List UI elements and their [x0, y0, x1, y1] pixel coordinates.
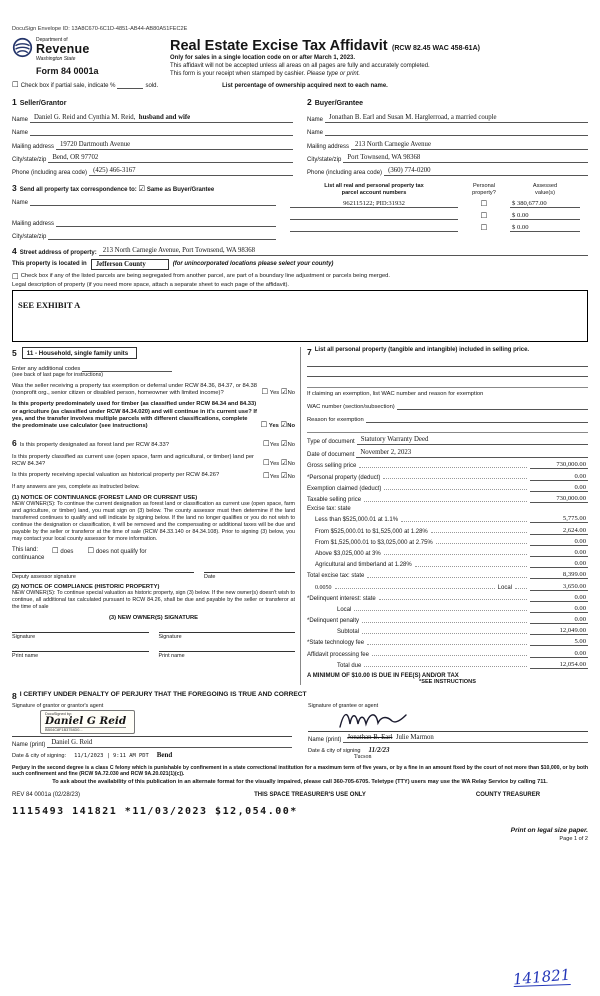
- personal-property-checkbox[interactable]: ☐: [480, 198, 488, 208]
- partial-sold-label: sold.: [145, 82, 159, 89]
- does-checkbox[interactable]: ☐: [52, 546, 59, 556]
- notice-continuance-title: (1) NOTICE OF CONTINUANCE (FOREST LAND OR CURRENT USE): [12, 494, 198, 501]
- notice-continuance-body: NEW OWNER(S): To continue the current designation as forest land or classification as current use (open space, farm and agriculture, or timber) land, you must sign on (3) below. The county assessor must then determine if the land transferred continues to qualify and will indicate by signing below. If the land no longer qualifies or you do not wish to continue the designation or classification, it will be removed and the compensating or additional taxes will be due and payable by the seller or transferor at the time of sale (RCW 84.33.140 or 84.34.108). Prior to signing (3) below, you may contact your local county assessor for more information.: [12, 500, 295, 543]
- reason-exemption-field[interactable]: [366, 415, 588, 424]
- seller-phone-label: Phone (including area code): [12, 170, 88, 177]
- page-number: Page 1 of 2: [559, 836, 588, 843]
- notice-compliance-title: (2) NOTICE OF COMPLIANCE (HISTORIC PROPERTY): [12, 584, 160, 591]
- tax-value-field[interactable]: 0.00: [530, 605, 588, 613]
- q6c-no-checkbox[interactable]: ☑: [280, 471, 288, 480]
- tax-value-field[interactable]: 0.00: [530, 594, 588, 602]
- section-7-number: 7: [307, 347, 312, 358]
- parcel-row: [290, 224, 588, 232]
- parcel-col-header: List all real and personal property tax parcel account numbers: [324, 183, 424, 196]
- docusign-envelope-id: DocuSign Envelope ID: 13A8C670-6C1D-4851-AB44-AB80A51FEC2E: [12, 26, 188, 32]
- q2-yes-checkbox[interactable]: ☐: [260, 420, 268, 430]
- tax-value-field[interactable]: 0.00: [530, 650, 588, 658]
- q6b-yes-checkbox[interactable]: ☐: [263, 457, 270, 467]
- buyer-city-field[interactable]: Port Townsend, WA 98368: [343, 154, 588, 163]
- buyer-mailing-label: Mailing address: [307, 143, 350, 150]
- q1-yes-checkbox[interactable]: ☐: [261, 387, 269, 397]
- q1-no-checkbox[interactable]: ☑: [280, 387, 288, 397]
- title-block: [170, 37, 588, 78]
- grantor-print-label: Name (print): [12, 741, 46, 748]
- street-address-field[interactable]: 213 North Carnegie Avenue, Port Townsend, WA 98368: [99, 247, 588, 256]
- tax-value-field[interactable]: 0.00: [530, 560, 588, 568]
- type-of-document-label: Type of document: [307, 438, 355, 445]
- predominate-use-question: Is this property predominately used for timber (as classified under RCW 84.34 and 84.33) or agriculture (as classified under RCW 84.34.020) and will continue in it's current use? If yes, and the transfer involves multiple parcels with different classifications, complete the predominate use calculator (see instructions) ☐ Yes ☑No: [12, 401, 295, 430]
- type-of-document-field[interactable]: Statutory Warranty Deed: [357, 436, 588, 445]
- tax-value-field[interactable]: 730,000.00: [530, 461, 588, 469]
- seller-phone-field[interactable]: (425) 466-3167: [89, 167, 293, 176]
- parcel-row: [290, 200, 588, 208]
- buyer-name-label: Name: [307, 117, 324, 124]
- parcel-number-field[interactable]: 962115122; PID:31932: [290, 200, 458, 208]
- ownership-percent-note: List percentage of ownership acquired next to each name.: [222, 82, 388, 89]
- new-owner-signature-line-1[interactable]: Signature: [12, 632, 149, 640]
- section-2-number: 2: [307, 96, 312, 107]
- header-note-2: This affidavit will not be accepted unless all areas on all pages are fully and accurately completed.: [170, 62, 430, 69]
- corr-mailing-field[interactable]: [56, 218, 276, 227]
- personal-property-checkbox[interactable]: ☐: [480, 210, 488, 220]
- personal-property-checkbox[interactable]: ☐: [480, 222, 488, 232]
- date-of-document-label: Date of document: [307, 452, 355, 459]
- corr-name-label: Name: [12, 200, 29, 207]
- tax-value-field[interactable]: 2,624.00: [530, 527, 588, 535]
- grantee-name-struck: Jonathan B. Earl: [347, 733, 393, 741]
- tax-value-field[interactable]: 3,650.00: [530, 583, 588, 591]
- seller-grantor-block: [12, 92, 293, 176]
- rev-form-code: REV 84 0001a (02/28/23): [12, 792, 81, 799]
- new-owner-print-row: [12, 651, 295, 659]
- form-title-rcw: (RCW 82.45 WAC 458-61A): [392, 45, 480, 52]
- land-qualify-row: This land: ☐ does ☐ does not qualify for: [12, 546, 147, 556]
- additional-codes-field[interactable]: [82, 364, 172, 373]
- new-owners-signature-title: (3) NEW OWNER(S) SIGNATURE: [108, 615, 199, 622]
- tax-row: From $1,525,000.01 to $3,025,000 at 2.75% 0.00: [315, 537, 586, 546]
- grantee-signature-block: [308, 703, 588, 760]
- grantor-docusign-signature[interactable]: DocuSigned by: Daniel G Reid BB04C8F1B3754D0...: [40, 710, 135, 734]
- deputy-date-line[interactable]: Date: [204, 572, 295, 580]
- tax-row: Above $3,025,000 at 3% 0.00: [315, 548, 586, 557]
- alternate-format-note: To ask about the availability of this publication in an alternate format for the visually impaired, please call 360-705-6705. Teletype (TTY) users may use the WA Relay Service by calling 711.: [52, 779, 548, 786]
- right-column: [300, 347, 588, 685]
- located-in-label: This property is located in: [12, 261, 87, 268]
- tax-row-local: 0.0050 Local 3,650.00: [315, 582, 586, 591]
- county-treasurer-label: COUNTY TREASURER: [475, 792, 541, 799]
- section-6-number: 6: [12, 438, 17, 449]
- tax-value-field[interactable]: 0.00: [530, 616, 588, 624]
- perjury-statement: Perjury in the second degree is a class C felony which is punishable by confinement in a state correctional institution for a maximum term of five years, or by a fine in an amount fixed by the court of not more than $10,000, or by both such confinement and fine (RCW 9A.72.030 and RCW 9A.20.021(1)(c)).: [12, 764, 588, 778]
- grantee-date[interactable]: 11/2/23: [368, 745, 390, 754]
- corr-name-field[interactable]: [30, 198, 276, 207]
- parcel-number-field[interactable]: [290, 212, 458, 220]
- minimum-due-note: A MINIMUM OF $10.00 IS DUE IN FEE(S) AND/OR TAX: [307, 672, 459, 679]
- tax-row: Less than $525,000.01 at 1.1% 5,775.00: [315, 515, 586, 524]
- parcel-row: [290, 212, 588, 220]
- grantor-signature-label: Signature of grantor or grantor's agent: [12, 702, 104, 709]
- legal-description-label: Legal description of property (if you need more space, attach a separate sheet to each page of the affidavit).: [12, 282, 290, 289]
- tax-row: Local 0.00: [337, 604, 586, 613]
- does-not-checkbox[interactable]: ☐: [87, 546, 95, 556]
- buyer-phone-label: Phone (including area code): [307, 170, 383, 177]
- historic-property-question: Is this property receiving special valuation as historical property per RCW 84.26? ☐Yes ☑No: [12, 471, 295, 480]
- seller-name2-label: Name: [12, 130, 29, 137]
- grantor-signature-block: [12, 703, 292, 760]
- same-as-buyer-label: Same as Buyer/Grantee: [146, 187, 215, 194]
- q6c-yes-checkbox[interactable]: ☐: [263, 471, 270, 480]
- personal-property-list-label: List all personal property (tangible and intangible) included in selling price.: [314, 347, 530, 354]
- grantor-date-label: Date & city of signing:: [12, 752, 67, 759]
- tax-row-total-due: Total due 12,054.00: [337, 660, 586, 669]
- seller-name2-field[interactable]: [30, 128, 293, 137]
- legal-description-box[interactable]: [12, 290, 588, 342]
- parcel-number-field[interactable]: [290, 224, 458, 232]
- buyer-name2-field[interactable]: [325, 128, 588, 137]
- partial-sale-label: Check box if partial sale, indicate %: [20, 82, 116, 89]
- tax-row: Affidavit processing fee 0.00: [307, 649, 586, 658]
- corr-city-field[interactable]: [48, 231, 276, 240]
- notice-compliance-body: NEW OWNER(S): To continue special valuation as historic property, sign (3) below. If the new owner(s) doesn't wish to continue, all additional tax calculated pursuant to RCW 84.26, shall be due and payable by the seller or transferor at the time of sale: [12, 590, 295, 611]
- tax-value-field[interactable]: 0.00: [530, 538, 588, 546]
- middle-columns: [12, 347, 588, 685]
- q6b-no-checkbox[interactable]: ☑: [280, 457, 288, 467]
- tax-row: Total excise tax: state 8,399.00: [307, 571, 586, 580]
- tax-row: Excise tax: state: [307, 506, 351, 513]
- deputy-assessor-row: [12, 572, 295, 580]
- certification-section: [12, 691, 588, 760]
- buyer-name2-label: Name: [307, 130, 324, 137]
- corr-mailing-label: Mailing address: [12, 220, 55, 227]
- corr-city-label: City/state/zip: [12, 233, 47, 240]
- partial-sale-checkbox[interactable]: ☐: [12, 80, 19, 90]
- section-3-number: 3: [12, 183, 17, 194]
- header-note-3: This form is your receipt when stamped by cashier. Please type or print.: [170, 70, 361, 77]
- date-of-document-field[interactable]: November 2, 2023: [356, 449, 588, 458]
- grantee-signature-label: Signature of grantee or agent: [308, 702, 379, 709]
- tax-row: Exemption claimed (deduct) 0.00: [307, 483, 586, 492]
- if-yes-note: If any answers are yes, complete as instructed below.: [12, 484, 140, 491]
- grantor-grantee-section: [12, 92, 588, 176]
- additional-codes-label: Enter any additional codes: [12, 366, 81, 373]
- header-note-1: Only for sales in a single location code on or after March 1, 2023.: [170, 55, 356, 61]
- codes-note: (see back of last page for instructions): [12, 372, 104, 379]
- assessed-value-field[interactable]: $ 0.00: [510, 224, 580, 232]
- seller-mailing-label: Mailing address: [12, 143, 55, 150]
- revenue-logo-icon: [12, 37, 33, 58]
- segregated-label: Check box if any of the listed parcels are being segregated from another parcel, are part of a boundary line adjustment or parcels being merged.: [20, 272, 391, 279]
- wac-number-label: WAC number (section/subsection): [307, 404, 395, 411]
- tax-value-field[interactable]: 5,775.00: [530, 515, 588, 523]
- same-as-buyer-checkbox[interactable]: ☑: [138, 184, 146, 194]
- left-column: [12, 347, 300, 685]
- tax-row: Taxable selling price 730,000.00: [307, 495, 586, 504]
- tax-row: *Delinquent interest: state 0.00: [307, 593, 586, 602]
- tax-value-field[interactable]: 0.00: [530, 473, 588, 481]
- county-select[interactable]: Jefferson County: [91, 259, 169, 270]
- grantor-signature-value: Daniel G Reid: [45, 714, 127, 727]
- assessed-value-field[interactable]: $ 380,677.00: [510, 200, 580, 208]
- tax-value-field[interactable]: 0.00: [530, 484, 588, 492]
- assessed-value-field[interactable]: $ 0.00: [510, 212, 580, 220]
- footer-row: [12, 792, 588, 798]
- reason-exemption-label: Reason for exemption: [307, 417, 364, 424]
- q6a-yes-checkbox[interactable]: ☐: [263, 439, 270, 449]
- grantor-docusign-id: BB04C8F1B3754D0...: [45, 727, 126, 732]
- legal-description-value: SEE EXHIBIT A: [18, 300, 81, 311]
- deputy-assessor-signature-line[interactable]: Deputy assessor signature: [12, 572, 194, 580]
- buyer-phone-field[interactable]: (360) 774-0200: [384, 167, 588, 176]
- buyer-grantee-block: [307, 92, 588, 176]
- correspondence-parcel-section: [12, 183, 588, 240]
- personal-property-list-line[interactable]: [307, 367, 588, 377]
- tax-correspondence-block: [12, 183, 276, 240]
- street-address-label: Street address of property:: [19, 249, 97, 256]
- form-title: Real Estate Excise Tax Affidavit: [170, 38, 388, 54]
- q2-no-checkbox[interactable]: ☑: [280, 420, 288, 430]
- parcel-table: [290, 183, 588, 240]
- dept-of-label: Department of: [36, 37, 68, 43]
- partial-sale-row: [12, 81, 588, 89]
- print-legal-note: Print on legal size paper.: [510, 827, 588, 835]
- property-address-section: [12, 246, 588, 343]
- new-owner-print-line-1[interactable]: Print name: [12, 651, 149, 659]
- grantor-print-field[interactable]: Daniel G. Reid: [47, 739, 292, 748]
- tax-row: Agricultural and timberland at 1.28% 0.00: [315, 560, 586, 569]
- section-5-number: 5: [12, 348, 17, 359]
- treasurer-space-label: THIS SPACE TREASURER'S USE ONLY: [254, 792, 366, 799]
- seller-mailing-field[interactable]: 19720 Dartmouth Avenue: [56, 141, 293, 150]
- tax-row: Gross selling price 730,000.00: [307, 461, 586, 470]
- new-owner-signature-line-2[interactable]: Signature: [159, 632, 296, 640]
- section-4-number: 4: [12, 245, 17, 256]
- partial-percent-field[interactable]: [117, 88, 143, 89]
- tax-row: *Personal property (deduct) 0.00: [307, 472, 586, 481]
- q6a-no-checkbox[interactable]: ☑: [280, 439, 288, 449]
- personal-property-col-header: Personal property?: [472, 183, 496, 196]
- grantee-signature-scribble[interactable]: [338, 709, 408, 731]
- washington-state-label: Washington State: [36, 55, 76, 62]
- seller-heading: Seller/Grantor: [19, 99, 67, 107]
- tax-row: Subtotal 12,049.00: [337, 627, 586, 636]
- certify-statement: I CERTIFY UNDER PENALTY OF PERJURY THAT THE FOREGOING IS TRUE AND CORRECT: [19, 690, 307, 698]
- buyer-name-field[interactable]: Jonathan B. Earl and Susan M. Harglerroad, a married couple: [325, 114, 588, 123]
- grantor-datetime[interactable]: 11/1/2023 | 9:11 AM PDT: [74, 752, 149, 759]
- land-use-code-field[interactable]: 11 - Household, single family units: [22, 347, 137, 359]
- exemption-note: If claiming an exemption, list WAC number and reason for exemption: [307, 387, 588, 397]
- tax-value-field[interactable]: 0.00: [530, 549, 588, 557]
- correspondence-label: Send all property tax correspondence to:: [19, 187, 137, 194]
- exemption-question: Was the seller receiving a property tax exemption or deferral under RCW 84.36, 84.37, or 84.38 (nonprofit org., senior citizen or disabled person, homeowner with limited income)? ☐ Yes ☑No: [12, 382, 295, 397]
- assessed-value-col-header: Assessed value(s): [532, 183, 558, 196]
- current-use-question: Is this property classified as current use (open space, farm and agricultural, or timber) land per RCW 84.34? ☐Yes ☑No: [12, 453, 295, 467]
- agency-block: [12, 37, 170, 78]
- grantee-city[interactable]: Tucson: [354, 753, 372, 760]
- buyer-mailing-field[interactable]: 213 North Carnegie Avenue: [351, 141, 588, 150]
- buyer-heading: Buyer/Grantee: [314, 99, 363, 107]
- segregated-checkbox[interactable]: ☐: [12, 271, 19, 281]
- grantor-city[interactable]: Bend: [156, 750, 173, 759]
- revenue-wordmark: Revenue: [36, 42, 90, 56]
- treasurer-stamp: 1115493 141821 *11/03/2023 $12,054.00*: [12, 806, 298, 818]
- seller-city-field[interactable]: Bend, OR 97702: [48, 154, 293, 163]
- seller-name-field[interactable]: Daniel G. Reid and Cynthia M. Reid, husband and wife: [30, 114, 293, 123]
- tax-value-field[interactable]: 12,049.00: [530, 627, 588, 635]
- tax-value-field[interactable]: 5.00: [530, 638, 588, 646]
- buyer-city-label: City/state/zip: [307, 156, 342, 163]
- handwritten-receipt-number: 141821: [512, 965, 571, 989]
- forest-land-question: 6 Is this property designated as forest land per RCW 84.33? ☐Yes ☑No: [12, 438, 295, 449]
- tax-value-field[interactable]: 8,399.00: [530, 571, 588, 579]
- section-8-number: 8: [12, 690, 17, 701]
- this-land-label: This land:: [12, 547, 39, 554]
- tax-row: From $525,000.01 to $1,525,000 at 1.28% 2,624.00: [315, 526, 586, 535]
- grantee-date-label: Date & city of signing: [308, 747, 361, 754]
- wac-number-field[interactable]: [397, 402, 588, 411]
- tax-row: *Delinquent penalty 0.00: [307, 616, 586, 625]
- tax-value-field[interactable]: 12,054.00: [530, 661, 588, 669]
- section-1-number: 1: [12, 96, 17, 107]
- seller-name-label: Name: [12, 117, 29, 124]
- tax-value-field[interactable]: 730,000.00: [530, 495, 588, 503]
- tax-row: *State technology fee 5.00: [307, 638, 586, 647]
- personal-property-list-line[interactable]: [307, 357, 588, 367]
- seller-city-label: City/state/zip: [12, 156, 47, 163]
- grantee-print-label: Name (print): [308, 736, 342, 743]
- see-instructions-note: *SEE INSTRUCTIONS: [419, 678, 476, 685]
- located-in-note: (for unincorporated locations please select your county): [172, 261, 334, 268]
- new-owner-print-line-2[interactable]: Print name: [159, 651, 296, 659]
- continuance-label: continuance: [12, 555, 45, 562]
- form-number: Form 84 0001a: [36, 65, 99, 76]
- form-header: [12, 37, 588, 78]
- grantee-print-field[interactable]: Jonathan B. Earl Julie Marmon: [343, 734, 588, 743]
- local-rate-value: 0.0050: [315, 584, 332, 591]
- new-owner-signature-row: [12, 632, 295, 640]
